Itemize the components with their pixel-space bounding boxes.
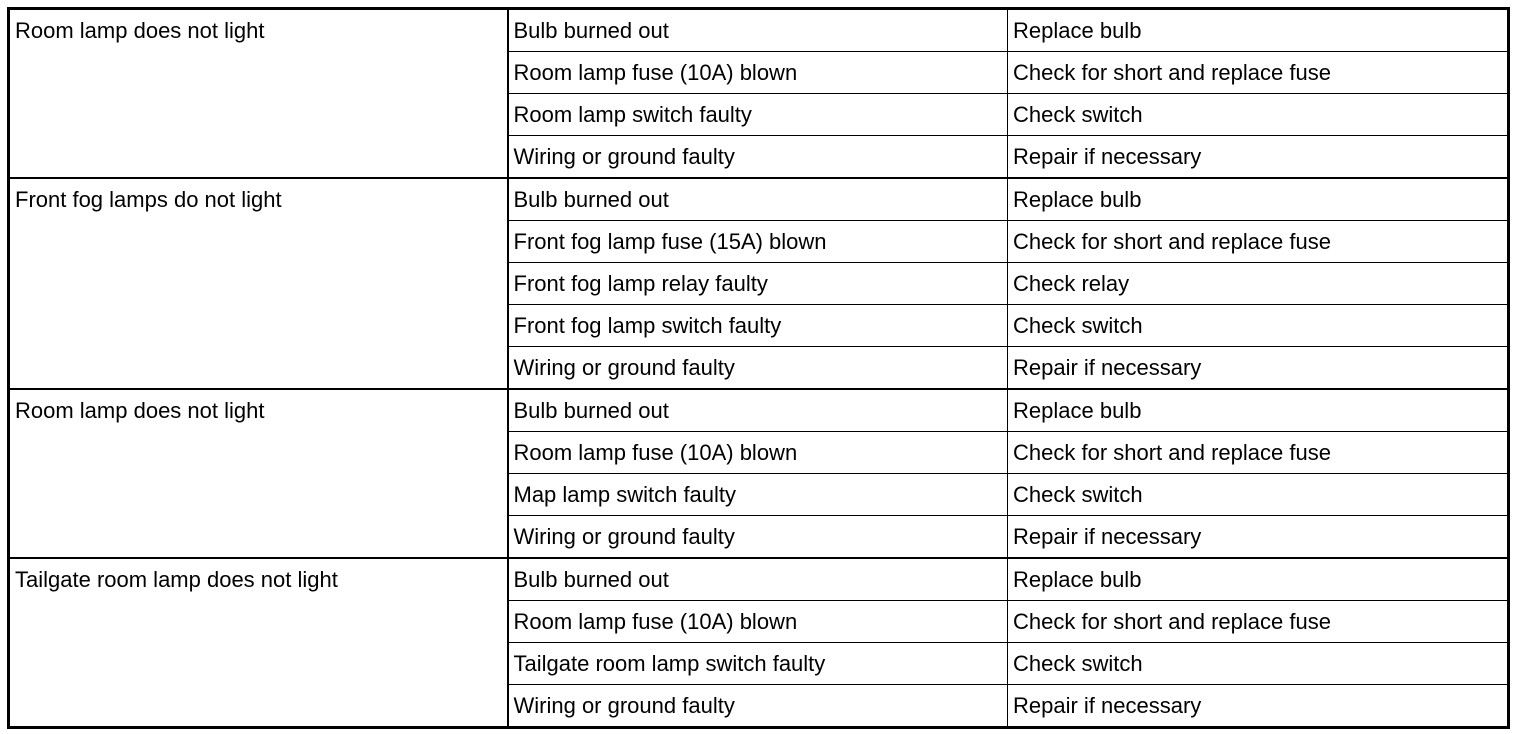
cause-cell: Bulb burned out [508, 178, 1008, 221]
cause-cell: Map lamp switch faulty [508, 474, 1008, 516]
remedy-cell: Replace bulb [1008, 178, 1509, 221]
table-row [9, 389, 1509, 432]
cause-cell: Front fog lamp relay faulty [508, 263, 1008, 305]
cause-cell: Wiring or ground faulty [508, 136, 1008, 179]
remedy-cell: Repair if necessary [1008, 516, 1509, 559]
cause-cell: Wiring or ground faulty [508, 685, 1008, 728]
cause-cell: Room lamp fuse (10A) blown [508, 52, 1008, 94]
cause-cell: Room lamp fuse (10A) blown [508, 432, 1008, 474]
remedy-cell: Repair if necessary [1008, 347, 1509, 390]
remedy-cell: Replace bulb [1008, 389, 1509, 432]
remedy-cell: Check relay [1008, 263, 1509, 305]
cause-cell: Front fog lamp fuse (15A) blown [508, 221, 1008, 263]
troubleshooting-table [7, 7, 1510, 729]
cause-cell: Tailgate room lamp switch faulty [508, 643, 1008, 685]
cause-cell: Front fog lamp switch faulty [508, 305, 1008, 347]
remedy-cell: Check switch [1008, 643, 1509, 685]
symptom-cell: Room lamp does not light [9, 9, 508, 179]
remedy-cell: Replace bulb [1008, 9, 1509, 52]
table-row [9, 178, 1509, 221]
cause-cell: Bulb burned out [508, 389, 1008, 432]
troubleshooting-table-body [9, 9, 1509, 728]
cause-cell: Wiring or ground faulty [508, 347, 1008, 390]
remedy-cell: Replace bulb [1008, 558, 1509, 601]
cause-cell: Room lamp fuse (10A) blown [508, 601, 1008, 643]
remedy-cell: Check switch [1008, 474, 1509, 516]
symptom-cell: Tailgate room lamp does not light [9, 558, 508, 728]
remedy-cell: Check for short and replace fuse [1008, 432, 1509, 474]
cause-cell: Wiring or ground faulty [508, 516, 1008, 559]
remedy-cell: Repair if necessary [1008, 685, 1509, 728]
cause-cell: Room lamp switch faulty [508, 94, 1008, 136]
symptom-cell: Front fog lamps do not light [9, 178, 508, 389]
remedy-cell: Check switch [1008, 94, 1509, 136]
table-row [9, 558, 1509, 601]
remedy-cell: Repair if necessary [1008, 136, 1509, 179]
cause-cell: Bulb burned out [508, 558, 1008, 601]
remedy-cell: Check for short and replace fuse [1008, 601, 1509, 643]
table-row [9, 9, 1509, 52]
remedy-cell: Check for short and replace fuse [1008, 221, 1509, 263]
symptom-cell: Room lamp does not light [9, 389, 508, 558]
cause-cell: Bulb burned out [508, 9, 1008, 52]
remedy-cell: Check switch [1008, 305, 1509, 347]
remedy-cell: Check for short and replace fuse [1008, 52, 1509, 94]
